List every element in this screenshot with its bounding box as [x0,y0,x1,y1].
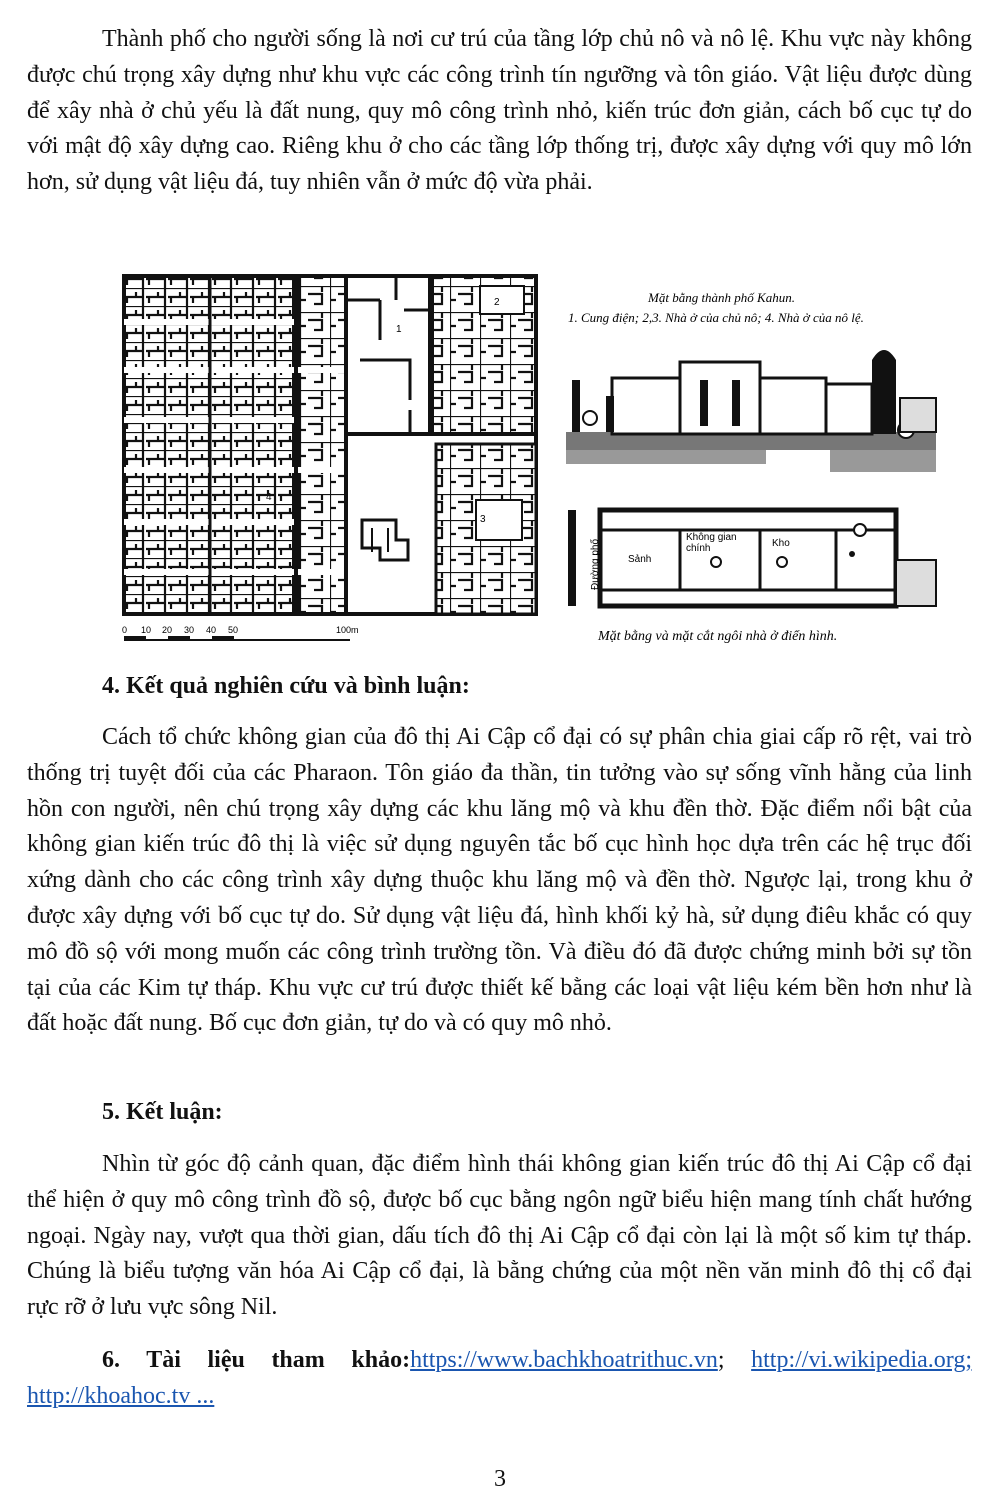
heading-references: 6. Tài liệu tham khảo: [102,1347,411,1373]
label-hall: Sảnh [628,554,652,565]
heading-conclusion: 5. Kết luận: [102,1099,223,1125]
house-plan-drawing [568,510,936,606]
scale-tick-0: 0 [122,625,128,635]
page-number: 3 [494,1466,506,1492]
kahun-caption-title: Mặt bằng thành phố Kahun. [648,290,795,305]
plan-label-1: 1 [396,324,402,335]
plan-label-4: 4 [266,492,272,503]
scale-tick-30: 30 [184,625,195,635]
scale-tick-10: 10 [141,625,152,635]
scale-tick-20: 20 [162,625,173,635]
heading-results: 4. Kết quả nghiên cứu và bình luận: [102,673,470,699]
house-section-drawing [566,350,936,472]
label-storage: Kho [772,538,790,549]
reference-link-bachkhoatrithuc[interactable]: https://www.bachkhoatrithuc.vn [410,1347,718,1373]
label-main-space-2: chính [686,543,711,554]
house-caption: Mặt bằng và mặt cắt ngôi nhà ở điển hình. [598,629,838,644]
scale-tick-40: 40 [206,625,217,635]
scale-tick-100m: 100m [336,625,359,635]
label-street: Đường phố [590,538,601,590]
reference-link-wikipedia[interactable]: http://vi.wikipedia.org; [751,1347,972,1373]
reference-separator: ; [717,1347,752,1373]
references-paragraph [27,1343,972,1415]
kahun-caption-legend: 1. Cung điện; 2,3. Nhà ở của chủ nô; 4. Nhà ở của nô lệ. [568,310,864,325]
intro-paragraph: Thành phố cho người sống là nơi cư trú của tầng lớp chủ nô và nô lệ. Khu vực này không được chú trọng xây dựng như khu vực các công trình tín ngưỡng và tôn giáo. Vật liệu được dùng để xây nhà ở chủ yếu là đất nung, quy mô công trình nhỏ, kiến trúc đơn giản, cách bố cục tự do với mật độ xây dựng cao. Riêng khu ở cho các tầng lớp thống trị, được xây dựng với quy mô lớn hơn, sử dụng vật liệu đá, tuy nhiên vẫn ở mức độ vừa phải. [27,26,972,196]
scale-tick-50: 50 [228,625,239,635]
results-paragraph: Cách tổ chức không gian của đô thị Ai Cập cổ đại có sự phân chia giai cấp rõ rệt, vai trò thống trị tuyệt đối của các Pharaon. Tôn giáo đa thần, tin tưởng vào sự sống vĩnh hằng của linh hồn con người, nên chú trọng xây dựng các khu lăng mộ và khu đền thờ. Đặc điểm nổi bật của không gian kiến trúc đô thị là việc sử dụng nguyên tắc bố cục hình học dựa trên các hệ trục đối xứng dành cho các công trình xây dựng thuộc khu lăng mộ và đền thờ. Ngược lại, trong khu ở được xây dựng với bố cục tự do. Sử dụng vật liệu đá, hình khối kỷ hà, sử dụng điêu khắc có quy mô đồ sộ với mong muốn các công trình trường tồn. Và điều đó đã được chứng minh bởi sự tồn tại của các Kim tự tháp. Khu vực cư trú được thiết kế bằng các loại vật liệu kém bền hơn như là đất hoặc đất nung. Bố cục đơn giản, tự do và có quy mô nhỏ. [27,724,972,1037]
conclusion-paragraph: Nhìn từ góc độ cảnh quan, đặc điểm hình thái không gian kiến trúc đô thị Ai Cập cổ đại thể hiện ở quy mô công trình đồ sộ, được bố cục bằng ngôn ngữ biểu hiện mang tính chất hướng ngoại. Ngày nay, vượt qua thời gian, dấu tích đô thị Ai Cập cổ đại còn lại là một số kim tự tháp. Chúng là biểu tượng văn hóa Ai Cập cổ đại, là bằng chứng của một nền văn minh đô thị cổ đại rực rỡ ở lưu vực sông Nil. [27,1151,972,1321]
plan-label-2: 2 [494,297,500,308]
label-main-space-1: Không gian [686,532,737,543]
figure-kahun [0,0,1000,660]
kahun-city-plan [0,0,1000,660]
reference-link-khoahoc[interactable]: http://khoahoc.tv ... [27,1382,215,1409]
plan-label-3: 3 [480,514,486,525]
